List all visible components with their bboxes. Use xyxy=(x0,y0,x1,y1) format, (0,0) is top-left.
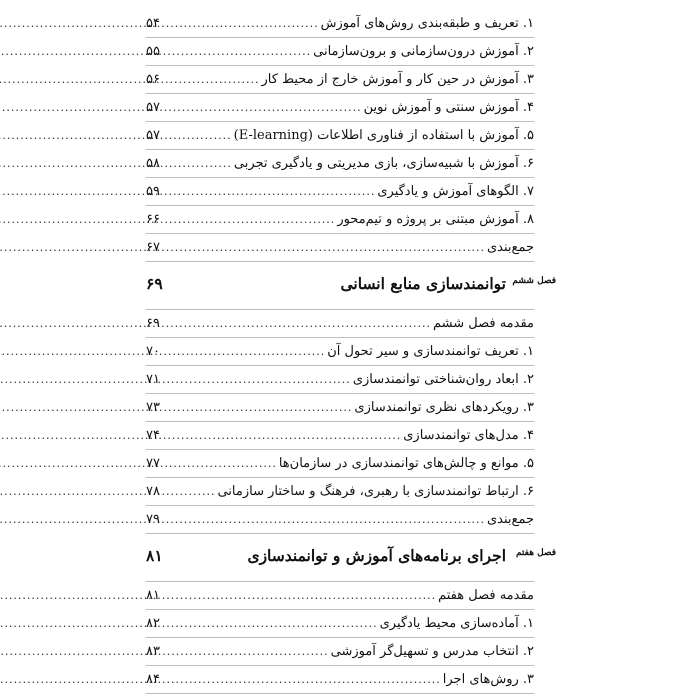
toc-entry-title: ۲. انتخاب مدرس و تسهیل‌گر آموزشی xyxy=(330,644,534,659)
leader-dots xyxy=(176,38,311,66)
toc-entry[interactable] xyxy=(146,582,534,610)
toc-entry-title: ۳. رویکردهای نظری توانمندسازی xyxy=(354,400,534,415)
leader-dots xyxy=(176,66,259,94)
leader-dots xyxy=(176,366,351,394)
toc-entry-page: ۷۱ xyxy=(146,372,160,387)
toc-entry-title: جمع‌بندی xyxy=(486,512,534,527)
toc-entry[interactable] xyxy=(146,94,534,122)
toc-entry[interactable] xyxy=(146,150,534,178)
leader-dots xyxy=(176,506,485,534)
toc-entry[interactable] xyxy=(146,66,534,94)
toc-entry-title: ۷. الگوهای آموزش و یادگیری xyxy=(377,184,534,199)
toc-entry-title: ۱. آماده‌سازی محیط یادگیری xyxy=(379,616,534,631)
toc-entry[interactable] xyxy=(146,506,534,534)
toc-entry[interactable] xyxy=(146,178,534,206)
leader-dots xyxy=(176,150,232,178)
toc-entry[interactable] xyxy=(146,422,534,450)
toc-entry[interactable] xyxy=(146,666,534,694)
toc-entry-title: ۲. آموزش درون‌سازمانی و برون‌سازمانی xyxy=(313,44,534,59)
leader-dots xyxy=(176,638,329,666)
toc-entry[interactable] xyxy=(146,310,534,338)
toc-entry-title: ۱. تعریف و طبقه‌بندی روش‌های آموزش xyxy=(320,16,534,31)
leader-dots xyxy=(176,310,431,338)
leader-dots xyxy=(176,94,362,122)
toc-entry[interactable] xyxy=(146,122,534,150)
toc-entry-title: ۶. آموزش با شبیه‌سازی، بازی مدیریتی و یادگیری تجربی xyxy=(233,156,534,171)
toc-entry[interactable] xyxy=(146,10,534,38)
leader-dots xyxy=(176,666,441,694)
toc-entry-page: ۵۷ xyxy=(146,128,160,143)
toc-entry[interactable] xyxy=(146,478,534,506)
toc-entry-page: ۷۸ xyxy=(146,484,160,499)
toc-entry-title: ۵. آموزش با استفاده از فناوری اطلاعات (E-learning) xyxy=(233,128,534,143)
toc-entry[interactable] xyxy=(146,38,534,66)
toc-entry-page: ۶۹ xyxy=(146,316,160,331)
toc-entry-page: ۸۴ xyxy=(146,672,160,687)
toc-entry-page: ۵۸ xyxy=(146,156,160,171)
leader-dots xyxy=(176,10,319,38)
leader-dots xyxy=(176,338,325,366)
toc-entry[interactable] xyxy=(146,638,534,666)
toc-entry-title: مقدمه فصل ششم xyxy=(432,316,534,331)
toc-entry-page: ۵۵ xyxy=(146,44,160,59)
toc-entry[interactable] xyxy=(146,366,534,394)
chapter-heading[interactable] xyxy=(146,534,556,582)
leader-dots xyxy=(176,234,485,262)
chapter-heading[interactable] xyxy=(146,262,556,310)
chapter-title: اجرای برنامه‌های آموزش و توانمندسازی xyxy=(247,546,506,565)
leader-dots xyxy=(176,610,378,638)
chapter-label: فصل ششم xyxy=(512,276,556,286)
toc-section-chapter-6 xyxy=(146,310,534,534)
leader-dots xyxy=(176,582,436,610)
toc-entry-title: مقدمه فصل هفتم xyxy=(438,588,534,603)
chapter-page: ۶۹ xyxy=(146,274,163,293)
toc-entry-page: ۸۳ xyxy=(146,644,160,659)
toc-entry[interactable] xyxy=(146,610,534,638)
toc-entry-title: ۲. ابعاد روان‌شناختی توانمندسازی xyxy=(352,372,534,387)
toc-entry-title: ۵. موانع و چالش‌های توانمندسازی در سازمان‌ها xyxy=(278,456,534,471)
toc-entry[interactable] xyxy=(146,206,534,234)
toc-entry[interactable] xyxy=(146,234,534,262)
leader-dots xyxy=(176,478,215,506)
leader-dots xyxy=(176,394,352,422)
toc-entry[interactable] xyxy=(146,450,534,478)
toc-entry-page: ۷۰ xyxy=(146,344,160,359)
chapter-page: ۸۱ xyxy=(146,546,163,565)
toc-entry-page: ۶۷ xyxy=(146,240,160,255)
toc-entry-title: ۴. آموزش سنتی و آموزش نوین xyxy=(363,100,534,115)
toc-entry-page: ۷۹ xyxy=(146,512,160,527)
toc-entry-page: ۵۷ xyxy=(146,100,160,115)
table-of-contents xyxy=(146,10,556,694)
toc-section-training-methods xyxy=(146,10,534,262)
leader-dots xyxy=(176,422,401,450)
leader-dots xyxy=(176,178,375,206)
toc-entry-page: ۷۷ xyxy=(146,456,160,471)
toc-entry-page: ۵۴ xyxy=(146,16,160,31)
toc-entry[interactable] xyxy=(146,394,534,422)
toc-entry-page: ۷۳ xyxy=(146,400,160,415)
leader-dots xyxy=(176,122,232,150)
toc-entry-title: ۳. آموزش در حین کار و آموزش خارج از محیط کار xyxy=(261,72,534,87)
toc-entry[interactable] xyxy=(146,338,534,366)
toc-section-chapter-7 xyxy=(146,582,534,694)
toc-entry-title: جمع‌بندی xyxy=(486,240,534,255)
chapter-label: فصل هفتم xyxy=(515,548,556,558)
leader-dots xyxy=(176,450,277,478)
toc-entry-title: ۴. مدل‌های توانمندسازی xyxy=(403,428,534,443)
toc-entry-page: ۶۶ xyxy=(146,212,160,227)
toc-entry-title: ۱. تعریف توانمندسازی و سیر تحول آن xyxy=(327,344,534,359)
toc-entry-page: ۸۱ xyxy=(146,588,160,603)
toc-entry-page: ۷۴ xyxy=(146,428,160,443)
toc-entry-page: ۵۹ xyxy=(146,184,160,199)
toc-entry-title: ۸. آموزش مبتنی بر پروژه و تیم‌محور xyxy=(337,212,534,227)
toc-entry-page: ۵۶ xyxy=(146,72,160,87)
chapter-title: توانمندسازی منابع انسانی xyxy=(340,274,506,293)
toc-entry-page: ۸۲ xyxy=(146,616,160,631)
toc-entry-title: ۳. روش‌های اجرا xyxy=(442,672,534,687)
leader-dots xyxy=(176,206,335,234)
toc-entry-title: ۶. ارتباط توانمندسازی با رهبری، فرهنگ و ساختار سازمانی xyxy=(217,484,534,499)
